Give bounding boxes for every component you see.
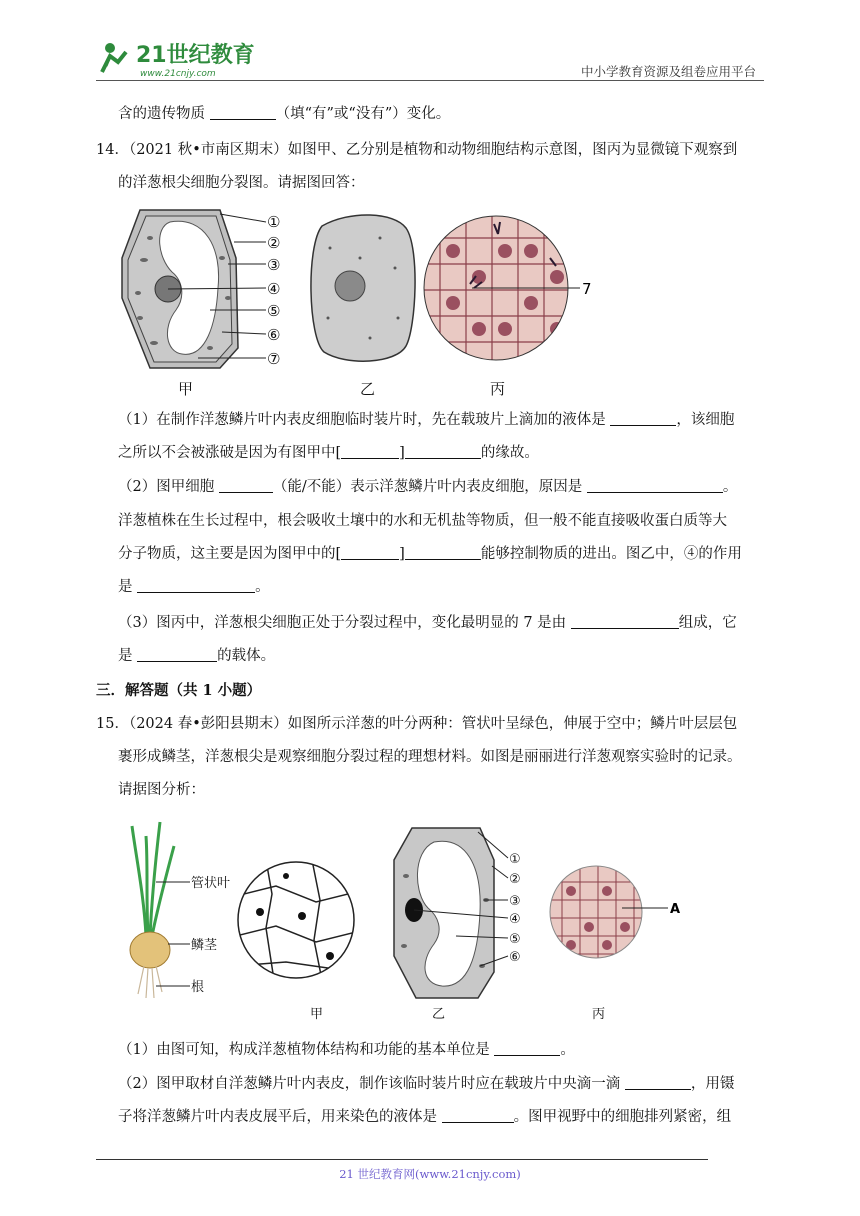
label-1: ① bbox=[267, 213, 281, 231]
text-line: 之所以不会被涨破是因为有图甲中[ ] 的缘故。 bbox=[118, 445, 539, 461]
text-line: 含的遗传物质 （填“有”或“没有”）变化。 bbox=[118, 106, 451, 122]
question-14-stem: 14．（2021 秋•市南区期末）如图甲、乙分别是植物和动物细胞结构示意图，图丙为显微镜下观察到 bbox=[96, 142, 738, 158]
answer-blank[interactable] bbox=[137, 578, 255, 593]
onion-plant bbox=[130, 822, 174, 998]
text-line: 洋葱植株在生长过程中，根会吸收土壤中的水和无机盐等物质，但一般不能直接吸收蛋白质等大 bbox=[118, 513, 727, 529]
answer-blank[interactable] bbox=[587, 478, 723, 493]
caption-jia-2: 甲 bbox=[310, 1007, 324, 1022]
label-6: ⑥ bbox=[509, 950, 521, 965]
section-heading: 三．解答题（共 1 小题） bbox=[96, 682, 262, 699]
question-15-stem: 15．（2024 春•彭阳县期末）如图所示洋葱的叶分两种：管状叶呈绿色，伸展于空中；鳞片叶层层包 bbox=[96, 716, 738, 732]
platform-name: 中小学教育资源及组卷应用平台 bbox=[580, 64, 756, 79]
answer-blank[interactable] bbox=[494, 1041, 560, 1056]
label-2: ② bbox=[267, 234, 281, 252]
answer-blank[interactable] bbox=[210, 105, 276, 120]
question-14-stem-cont: 的洋葱根尖细胞分裂图。请据图回答： bbox=[118, 175, 365, 191]
label-root: 根 bbox=[191, 980, 205, 995]
answer-blank[interactable] bbox=[405, 545, 481, 560]
label-6: ⑥ bbox=[267, 326, 281, 344]
label-tubular-leaf: 管状叶 bbox=[191, 876, 231, 891]
header-divider bbox=[96, 80, 764, 81]
logo-text: 21世纪教育 bbox=[136, 43, 255, 68]
epidermis-micrograph bbox=[236, 860, 356, 980]
answer-blank[interactable] bbox=[341, 444, 399, 459]
text-line: （2）图甲细胞 （能/不能）表示洋葱鳞片叶内表皮细胞，原因是 。 bbox=[118, 479, 738, 495]
text-line: （2）图甲取材自洋葱鳞片叶内表皮，制作该临时装片时应在载玻片中央滴一滴 ，用镊 bbox=[118, 1076, 735, 1092]
caption-yi: 乙 bbox=[360, 380, 376, 398]
label-7: ⑦ bbox=[267, 350, 281, 368]
text-line: 是 。 bbox=[118, 579, 270, 595]
animal-nucleus bbox=[335, 271, 365, 301]
label-2: ② bbox=[509, 872, 521, 887]
answer-blank[interactable] bbox=[341, 545, 399, 560]
label-1: ① bbox=[509, 852, 521, 867]
label-A: A bbox=[670, 902, 681, 917]
caption-yi-2: 乙 bbox=[432, 1007, 446, 1022]
figure-cells-1 bbox=[110, 198, 600, 400]
logo-url: www.21cnjy.com bbox=[140, 69, 216, 79]
label-5: ⑤ bbox=[267, 302, 281, 320]
text-line: 请据图分析： bbox=[118, 782, 205, 798]
caption-bing: 丙 bbox=[490, 380, 506, 398]
answer-blank[interactable] bbox=[137, 647, 217, 662]
answer-blank[interactable] bbox=[405, 444, 481, 459]
text-line: 是 的载体。 bbox=[118, 648, 276, 664]
answer-blank[interactable] bbox=[625, 1075, 691, 1090]
label-bulb: 鳞茎 bbox=[191, 938, 218, 953]
answer-blank[interactable] bbox=[571, 614, 679, 629]
text-line: 子将洋葱鳞片叶内表皮展平后，用来染色的液体是 。图甲视野中的细胞排列紧密，组 bbox=[118, 1109, 732, 1125]
footer-text: 21 世纪教育网(www.21cnjy.com) bbox=[339, 1167, 521, 1181]
text-line: 裹形成鳞茎，洋葱根尖是观察细胞分裂过程的理想材料。如图是丽丽进行洋葱观察实验时的记录。 bbox=[118, 749, 742, 765]
answer-blank[interactable] bbox=[442, 1108, 514, 1123]
answer-blank[interactable] bbox=[610, 411, 676, 426]
label-3: ③ bbox=[267, 256, 281, 274]
footer-divider bbox=[96, 1159, 708, 1160]
text-line: （3）图丙中，洋葱根尖细胞正处于分裂过程中，变化最明显的 7 是由 组成，它 bbox=[118, 615, 737, 631]
label-7-root: 7 bbox=[582, 280, 592, 298]
text-line: （1）在制作洋葱鳞片叶内表皮细胞临时装片时，先在载玻片上滴加的液体是 ，该细胞 bbox=[118, 412, 735, 428]
text-line: 分子物质，这主要是因为图甲中的[ ] 能够控制物质的进出。图乙中，④的作用 bbox=[118, 546, 742, 562]
label-4: ④ bbox=[267, 280, 281, 298]
caption-bing-2: 丙 bbox=[592, 1007, 606, 1022]
caption-jia: 甲 bbox=[178, 380, 194, 398]
text-line: （1）由图可知，构成洋葱植物体结构和功能的基本单位是 。 bbox=[118, 1042, 575, 1058]
label-3: ③ bbox=[509, 894, 521, 909]
root-tip-micrograph-2 bbox=[546, 864, 646, 964]
site-logo bbox=[96, 36, 266, 80]
root-tip-micrograph bbox=[420, 214, 580, 364]
answer-blank[interactable] bbox=[219, 478, 273, 493]
figure-onion bbox=[116, 816, 696, 1026]
label-4: ④ bbox=[509, 912, 521, 927]
label-5: ⑤ bbox=[509, 932, 521, 947]
